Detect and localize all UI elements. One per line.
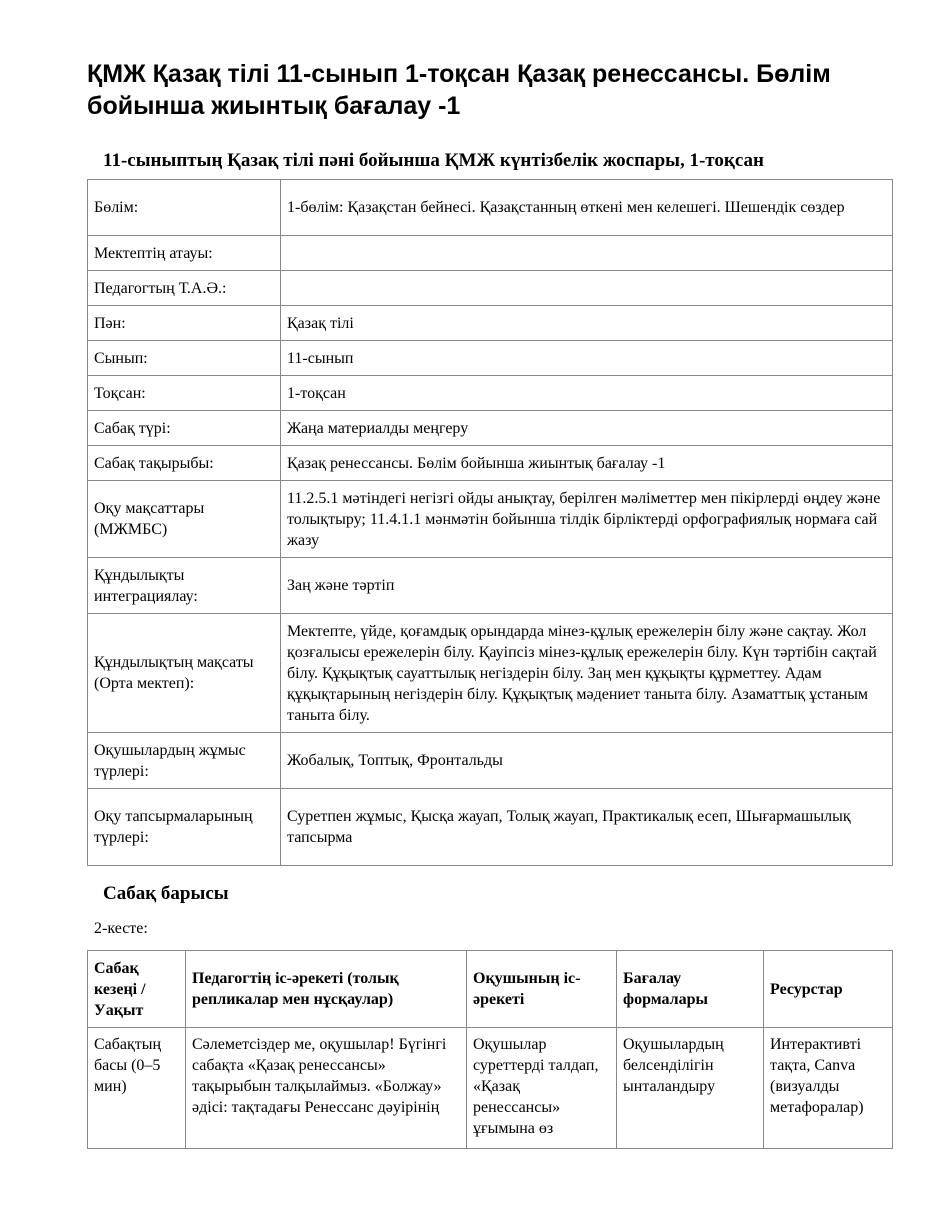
teacher-activity-cell: Сәлеметсіздер ме, оқушылар! Бүгінгі сабақта «Қазақ ренессансы» тақырыбын талқылаймыз. «Болжау» әдісі: тақтадағы Ренессанс дәуірінің bbox=[192, 1036, 447, 1116]
row-label: Сабақ тақырыбы: bbox=[88, 446, 281, 481]
document-title: ҚМЖ Қазақ тілі 11-сынып 1-тоқсан Қазақ ренессансы. Бөлім бойынша жиынтық бағалау -1 bbox=[87, 60, 831, 120]
row-value: Заң және тәртіп bbox=[281, 558, 893, 614]
row-value: 1-бөлім: Қазақстан бейнесі. Қазақстанның өткені мен келешегі. Шешендік сөздер bbox=[281, 180, 893, 236]
row-label: Пән: bbox=[88, 306, 281, 341]
row-label: Оқу тапсырмаларының түрлері: bbox=[88, 789, 281, 866]
row-value: 1-тоқсан bbox=[281, 376, 893, 411]
resources-cell: Интерактивті тақта, Canva (визуалды метафоралар) bbox=[770, 1036, 864, 1116]
process-table bbox=[87, 950, 893, 1149]
table2-caption: 2-кесте: bbox=[94, 920, 148, 937]
row-value: Суретпен жұмыс, Қысқа жауап, Толық жауап, Практикалық есеп, Шығармашылық тапсырма bbox=[281, 789, 893, 866]
row-value: Қазақ тілі bbox=[281, 306, 893, 341]
row-value: 11-сынып bbox=[281, 341, 893, 376]
table-row bbox=[88, 411, 893, 446]
row-label: Тоқсан: bbox=[88, 376, 281, 411]
row-label: Оқушылардың жұмыс түрлері: bbox=[88, 733, 281, 789]
table-row bbox=[88, 180, 893, 236]
row-value: Жобалық, Топтық, Фронтальды bbox=[281, 733, 893, 789]
plan-heading: 11-сыныптың Қазақ тілі пәні бойынша ҚМЖ күнтізбелік жоспары, 1-тоқсан bbox=[103, 150, 764, 171]
table-row bbox=[88, 236, 893, 271]
column-header-student-activity: Оқушының іс-әрекеті bbox=[467, 951, 617, 1028]
row-value: 11.2.5.1 мәтіндегі негізгі ойды анықтау, берілген мәліметтер мен пікірлерді өңдеу және толықтыру; 11.4.1.1 мәнмәтін бойынша тілдік бірліктерді орфографиялық нормаға сай жазу bbox=[281, 481, 893, 558]
row-label: Құндылықты интеграциялау: bbox=[88, 558, 281, 614]
plan-table bbox=[87, 179, 893, 866]
stage-cell: Сабақтың басы (0–5 мин) bbox=[94, 1036, 162, 1095]
row-value: Қазақ ренессансы. Бөлім бойынша жиынтық бағалау -1 bbox=[281, 446, 893, 481]
table-row bbox=[88, 558, 893, 614]
row-value: Жаңа материалды меңгеру bbox=[281, 411, 893, 446]
student-activity-cell: Оқушылар суреттерді талдап, «Қазақ ренессансы» ұғымына өз bbox=[473, 1036, 599, 1137]
table-row bbox=[88, 1028, 893, 1149]
row-label: Сынып: bbox=[88, 341, 281, 376]
table-row bbox=[88, 271, 893, 306]
table-row bbox=[88, 614, 893, 733]
table-row bbox=[88, 446, 893, 481]
row-label: Бөлім: bbox=[88, 180, 281, 236]
table-row bbox=[88, 481, 893, 558]
process-heading: Сабақ барысы bbox=[103, 883, 229, 904]
table-header-row bbox=[88, 951, 893, 1028]
row-value bbox=[281, 236, 893, 271]
table-row bbox=[88, 341, 893, 376]
column-header-stage: Сабақ кезеңі / Уақыт bbox=[88, 951, 186, 1028]
table-row bbox=[88, 306, 893, 341]
row-label: Сабақ түрі: bbox=[88, 411, 281, 446]
column-header-assessment: Бағалау формалары bbox=[617, 951, 764, 1028]
row-value bbox=[281, 271, 893, 306]
row-label: Мектептің атауы: bbox=[88, 236, 281, 271]
assessment-cell: Оқушылардың белсенділігін ынталандыру bbox=[623, 1036, 724, 1095]
row-label: Оқу мақсаттары (МЖМБС) bbox=[88, 481, 281, 558]
row-label: Құндылықтың мақсаты (Орта мектеп): bbox=[88, 614, 281, 733]
row-value: Мектепте, үйде, қоғамдық орындарда мінез-құлық ережелерін білу және сақтау. Жол қозғалысы ережелерін білу. Қауіпсіз мінез-құлық ережелерін білу. Күн тәртібін сақтай білу. Құқықтық сауаттылық негіздерін білу. Заң мен құқықты құрметтеу. Адам құқықтарының негіздерін білу. Құқықтық мәдениет таныта білу. Азаматтық ұстаным таныта білу. bbox=[281, 614, 893, 733]
column-header-teacher-activity: Педагогтің іс-әрекеті (толық репликалар мен нұсқаулар) bbox=[186, 951, 467, 1028]
table-row bbox=[88, 789, 893, 866]
table-row bbox=[88, 376, 893, 411]
row-label: Педагогтың Т.А.Ә.: bbox=[88, 271, 281, 306]
column-header-resources: Ресурстар bbox=[764, 951, 893, 1028]
table-row bbox=[88, 733, 893, 789]
